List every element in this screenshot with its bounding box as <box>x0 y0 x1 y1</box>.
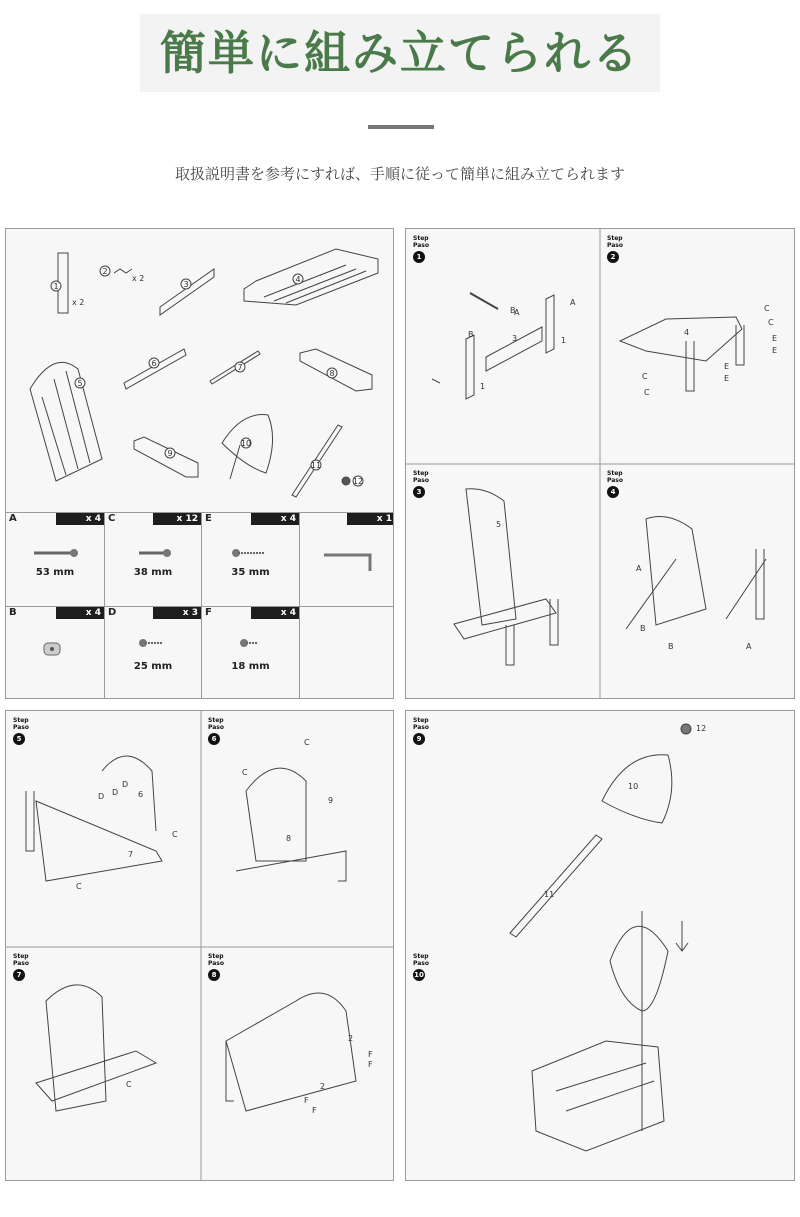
step-9-label: 10 <box>628 782 639 791</box>
step-1-label: A <box>514 308 520 317</box>
step-number: 10 <box>414 971 424 979</box>
part-12-label: 12 <box>352 477 364 486</box>
hardware-size: 38 mm <box>133 567 173 578</box>
step-heading: Step Paso <box>413 717 429 731</box>
step-number: 5 <box>13 733 25 745</box>
hardware-size: 53 mm <box>35 567 75 578</box>
step-heading: Step Paso <box>208 717 224 731</box>
step-heading: Step Paso <box>413 235 429 249</box>
hardware-cell-d <box>104 606 201 699</box>
part-3-label: 3 <box>183 280 189 289</box>
page-title: 簡単に組み立てられる <box>140 14 660 92</box>
hardware-letter: D <box>108 607 117 618</box>
hardware-letter: A <box>9 513 17 524</box>
step-8-label: F <box>368 1060 373 1069</box>
step-6-label: C <box>242 768 248 777</box>
step-2-label: C <box>644 388 650 397</box>
step-5-label: D <box>112 788 119 797</box>
part-5-label: 5 <box>77 379 83 388</box>
short-screw-icon <box>105 607 202 667</box>
hardware-letter: C <box>108 513 116 524</box>
barrel-nut-icon <box>6 607 104 677</box>
step-5-label: D <box>98 792 105 801</box>
step-6-label: 8 <box>286 834 292 843</box>
step-2-label: E <box>724 374 730 383</box>
step-2-cell <box>600 229 795 464</box>
hardware-qty: x 4 <box>56 607 104 619</box>
hardware-qty: x 4 <box>251 607 299 619</box>
step-2-label: C <box>768 318 774 327</box>
part-1-qty: x 2 <box>72 298 85 307</box>
step-number: 7 <box>13 969 25 981</box>
hardware-cell-hex-key <box>299 512 394 606</box>
step-5-label: C <box>76 882 82 891</box>
hardware-letter: E <box>205 513 212 524</box>
step-2-label: C <box>764 304 770 313</box>
step-2-label: C <box>642 372 648 381</box>
part-9-label: 9 <box>167 449 173 458</box>
step-3-cell <box>406 464 600 699</box>
step-9-cell <box>406 711 795 947</box>
part-2-label: 2 <box>102 267 108 276</box>
step-number: 3 <box>413 486 425 498</box>
title-divider <box>368 125 434 129</box>
step-heading: Step Paso <box>208 953 224 967</box>
step-1-label: 3 <box>512 334 518 343</box>
step-1-label: 1 <box>480 382 486 391</box>
step-8-label: F <box>312 1106 317 1115</box>
hardware-letter: B <box>9 607 17 618</box>
parts-illustration <box>6 229 394 512</box>
step-9-label: 11 <box>544 890 555 899</box>
step-3-label: 5 <box>496 520 502 529</box>
step-number: 9 <box>413 733 425 745</box>
part-10-label: 10 <box>240 439 252 448</box>
part-7-label: 7 <box>237 363 243 372</box>
step-1-label: B <box>510 306 516 315</box>
part-6-label: 6 <box>151 359 157 368</box>
step-heading: Step Paso <box>413 470 429 484</box>
step-number: 1 <box>413 251 425 263</box>
step-5-label: 7 <box>128 850 134 859</box>
part-4-label: 4 <box>295 275 301 284</box>
step-1-cell <box>406 229 600 464</box>
steps-9-10-panel <box>405 710 795 1181</box>
step-9-label: 12 <box>696 724 707 733</box>
steps-1-4-panel <box>405 228 795 699</box>
step-1-label: A <box>570 298 576 307</box>
hardware-size: 25 mm <box>133 661 173 672</box>
step-number: 6 <box>208 733 220 745</box>
part-11-label: 11 <box>310 461 322 470</box>
step-number: 2 <box>607 251 619 263</box>
step-8-label: 2 <box>348 1034 354 1043</box>
hardware-size: 35 mm <box>231 567 270 578</box>
step-5-cell <box>6 711 201 947</box>
step-heading: Step Paso <box>13 717 29 731</box>
bolt-icon <box>105 513 202 573</box>
hardware-qty: x 4 <box>251 513 299 525</box>
step-5-label: D <box>122 780 129 789</box>
step-number: 8 <box>208 969 220 981</box>
hardware-cell-f <box>201 606 299 699</box>
tiny-screw-icon <box>202 607 300 667</box>
step-heading: Step Paso <box>413 953 429 967</box>
parts-panel <box>5 228 394 699</box>
part-8-label: 8 <box>329 369 335 378</box>
hex-key-icon <box>300 513 394 583</box>
step-8-label: F <box>368 1050 373 1059</box>
step-6-label: C <box>304 738 310 747</box>
step-6-cell <box>201 711 394 947</box>
step-8-label: F <box>304 1096 309 1105</box>
step-7-label: C <box>126 1080 132 1089</box>
step-5-label: C <box>172 830 178 839</box>
step-2-label: E <box>772 334 778 343</box>
part-1-label: 1 <box>53 282 59 291</box>
hardware-cell-e <box>201 512 299 606</box>
hardware-qty: x 12 <box>153 513 201 525</box>
hardware-cell-a <box>6 512 104 606</box>
step-number: 4 <box>607 486 619 498</box>
steps-5-8-panel <box>5 710 394 1181</box>
page-subtitle: 取扱説明書を参考にすれば、手順に従って簡単に組み立てられます <box>174 165 625 183</box>
step-7-cell <box>6 947 201 1181</box>
step-8-cell <box>201 947 394 1181</box>
hardware-cell-c <box>104 512 201 606</box>
step-2-label: E <box>724 362 730 371</box>
hardware-qty: x 1 <box>347 513 394 525</box>
step-5-label: 6 <box>138 790 144 799</box>
step-4-label: B <box>640 624 646 633</box>
step-4-cell <box>600 464 795 699</box>
step-2-label: E <box>772 346 778 355</box>
step-8-label: 2 <box>320 1082 326 1091</box>
step-heading: Step Paso <box>607 470 623 484</box>
step-heading: Step Paso <box>13 953 29 967</box>
hardware-grid <box>6 512 393 699</box>
hardware-qty: x 3 <box>153 607 201 619</box>
screw-icon <box>202 513 300 573</box>
step-4-label: B <box>668 642 674 651</box>
part-2-qty: x 2 <box>132 274 145 283</box>
step-1-label: B <box>468 330 474 339</box>
step-1-label: 1 <box>561 336 567 345</box>
hardware-cell-empty <box>299 606 394 699</box>
hardware-qty: x 4 <box>56 513 104 525</box>
step-4-label: A <box>636 564 642 573</box>
hardware-size: 18 mm <box>231 661 270 672</box>
long-bolt-icon <box>6 513 104 573</box>
step-2-label: 4 <box>684 328 690 337</box>
hardware-letter: F <box>205 607 212 618</box>
step-4-label: A <box>746 642 752 651</box>
step-6-label: 9 <box>328 796 334 805</box>
step-heading: Step Paso <box>607 235 623 249</box>
step-10-cell <box>406 947 795 1181</box>
hardware-cell-b <box>6 606 104 699</box>
